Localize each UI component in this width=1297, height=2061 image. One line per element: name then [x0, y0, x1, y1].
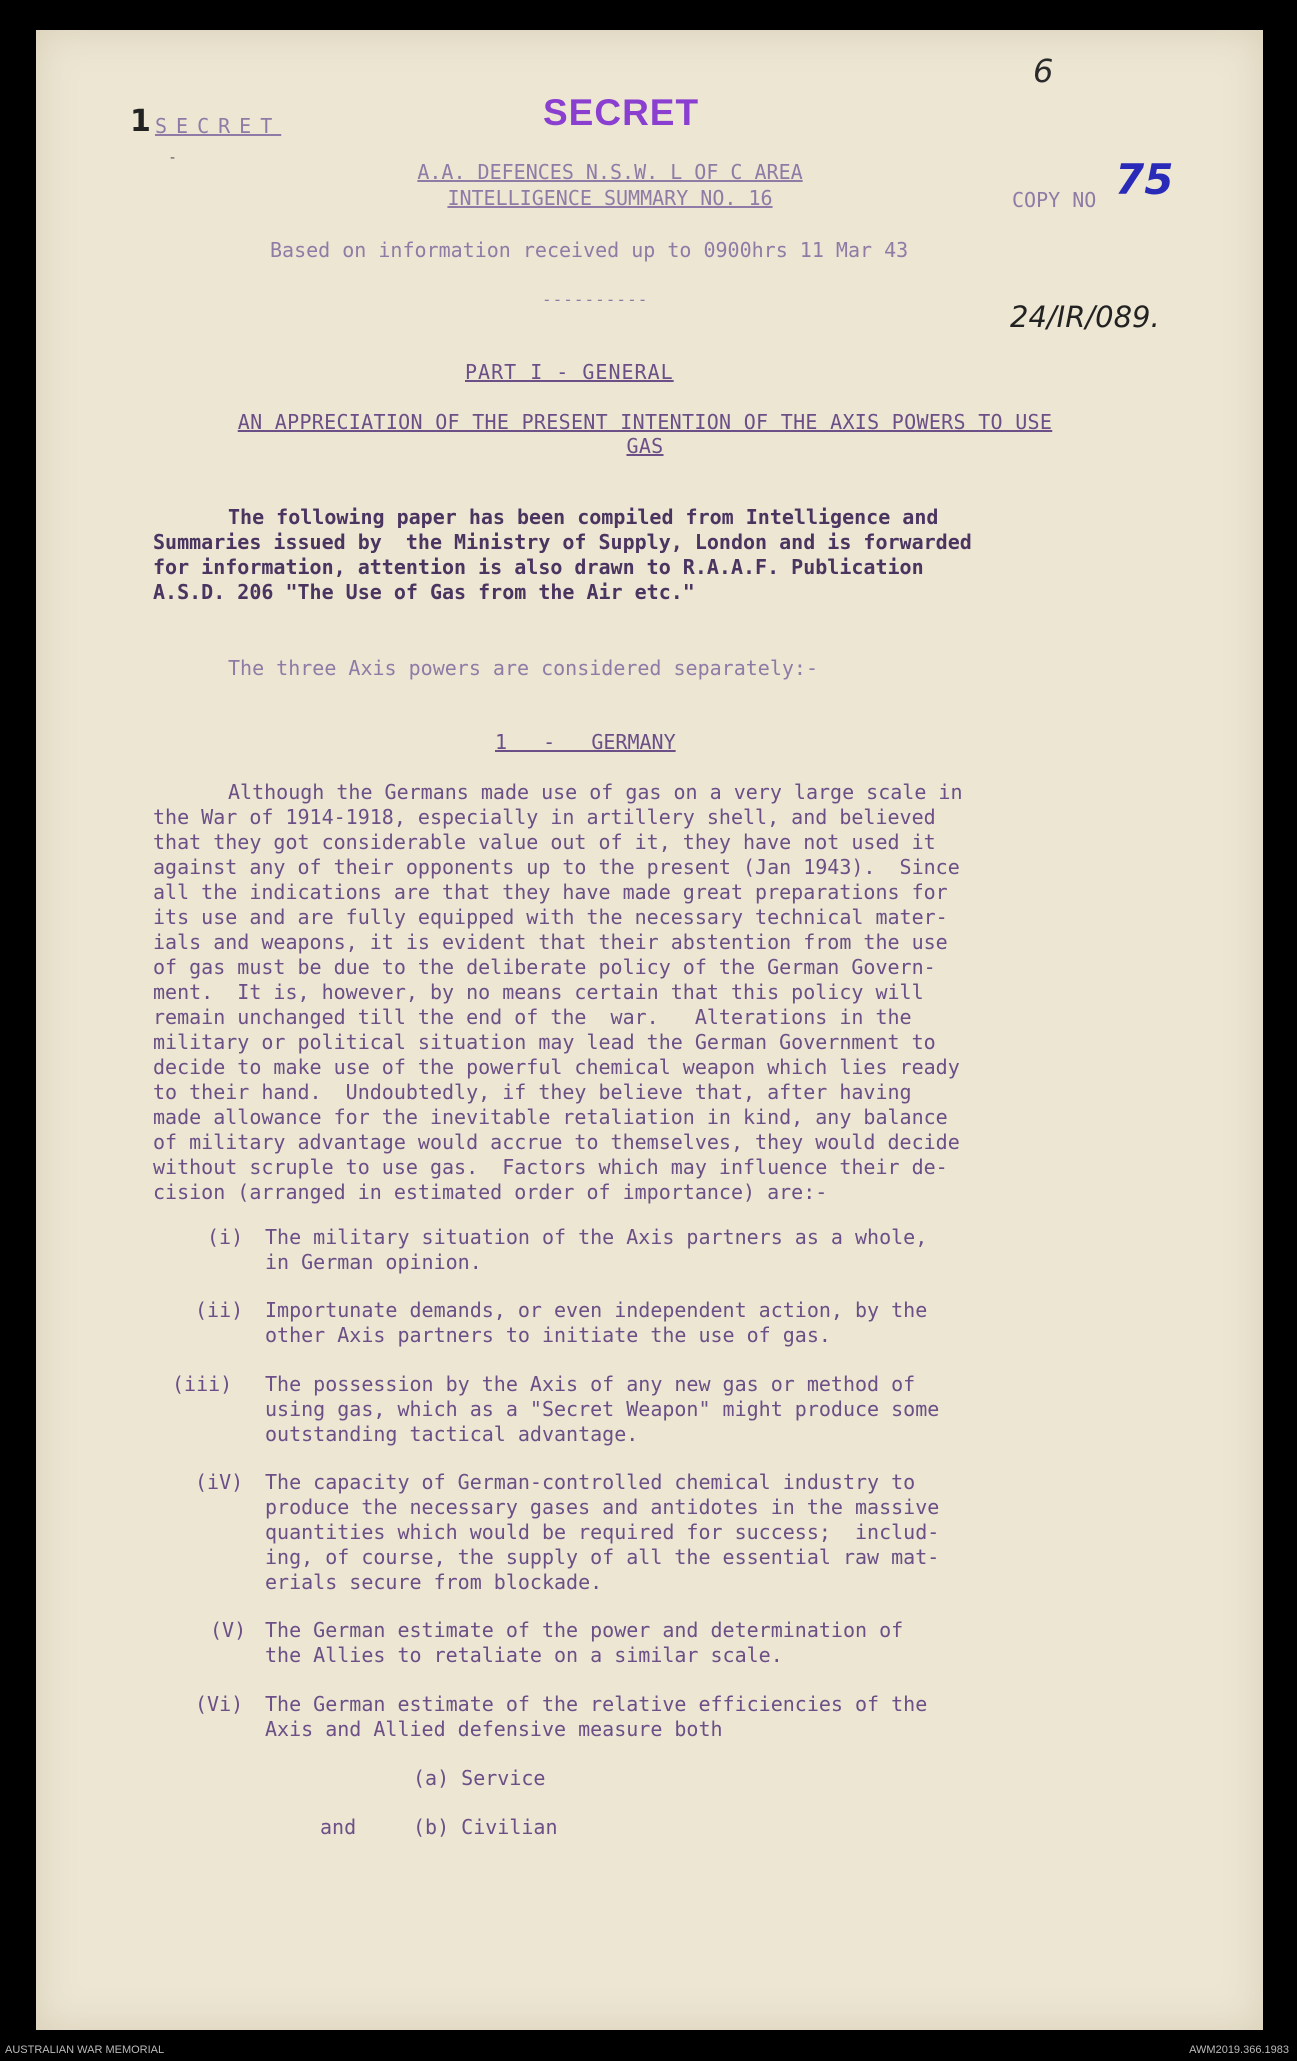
germany-paragraph-line: to their hand. Undoubtedly, if they believe that, after having: [153, 1080, 912, 1104]
factor-number: (Vi): [195, 1692, 244, 1716]
handwritten-page-number: 6: [1033, 52, 1054, 90]
germany-paragraph-line: the War of 1914-1918, especially in artillery shell, and believed: [153, 805, 936, 829]
heading-summary-number: INTELLIGENCE SUMMARY NO. 16: [447, 186, 773, 210]
factor-number: (iii): [172, 1372, 233, 1396]
handwritten-mark: 1: [130, 104, 151, 139]
germany-paragraph-line: its use and are fully equipped with the necessary technical mater-: [153, 905, 948, 929]
factor-number: (V): [210, 1618, 247, 1642]
factor-number: (iV): [195, 1470, 244, 1494]
germany-paragraph-line: ials and weapons, it is evident that their abstention from the use: [153, 930, 948, 954]
germany-paragraph-line: cision (arranged in estimated order of importance) are:-: [153, 1180, 828, 1204]
germany-paragraph-line: against any of their opponents up to the present (Jan 1943). Since: [153, 855, 960, 879]
handwritten-copy-number: 75: [1115, 155, 1174, 204]
factor-line: The German estimate of the power and determination of: [265, 1618, 904, 1642]
footer-accession-number: AWM2019.366.1983: [1189, 2044, 1289, 2056]
copy-number-label: COPY NO: [1012, 188, 1097, 212]
factor-line: in German opinion.: [265, 1250, 482, 1274]
intro-paragraph-line: Summaries issued by the Ministry of Supply, London and is forwarded: [153, 530, 972, 554]
typed-secret-label: SECRET: [155, 114, 282, 138]
germany-paragraph-line: that they got considerable value out of it, they have not used it: [153, 830, 936, 854]
factor-line: quantities which would be required for success; includ-: [265, 1520, 940, 1544]
factor-line: using gas, which as a "Secret Weapon" might produce some: [265, 1397, 940, 1421]
factor-line: other Axis partners to initiate the use of gas.: [265, 1323, 831, 1347]
factor-line: the Allies to retaliate on a similar scale.: [265, 1643, 783, 1667]
germany-paragraph-line: all the indications are that they have made great preparations for: [153, 880, 948, 904]
factor-line: The possession by the Axis of any new gas or method of: [265, 1372, 916, 1396]
document-title-line-1: AN APPRECIATION OF THE PRESENT INTENTION OF THE AXIS POWERS TO USE: [237, 410, 1053, 434]
factor-line: ing, of course, the supply of all the essential raw mat-: [265, 1545, 940, 1569]
sub-item-service: (a) Service: [413, 1766, 546, 1790]
secret-stamp: SECRET: [543, 92, 700, 133]
germany-paragraph-line: of gas must be due to the deliberate policy of the German Govern-: [153, 955, 936, 979]
germany-paragraph-line: of military advantage would accrue to themselves, they would decide: [153, 1130, 960, 1154]
germany-paragraph-line: decide to make use of the powerful chemical weapon which lies ready: [153, 1055, 960, 1079]
heading-unit: A.A. DEFENCES N.S.W. L OF C AREA: [417, 160, 803, 184]
germany-paragraph-line: remain unchanged till the end of the war. Alterations in the: [153, 1005, 912, 1029]
factor-line: Axis and Allied defensive measure both: [265, 1717, 723, 1741]
footer-institution: AUSTRALIAN WAR MEMORIAL: [5, 2044, 165, 2056]
part-heading: PART I - GENERAL: [465, 360, 674, 384]
germany-paragraph-line: made allowance for the inevitable retaliation in kind, any balance: [153, 1105, 948, 1129]
factor-line: erials secure from blockade.: [265, 1570, 603, 1594]
factor-line: The capacity of German-controlled chemical industry to: [265, 1470, 916, 1494]
document-title-line-2: GAS: [626, 434, 664, 458]
information-date-line: Based on information received up to 0900hrs 11 Mar 43: [270, 238, 909, 262]
sub-item-civilian: (b) Civilian: [413, 1815, 558, 1839]
intro-paragraph-line: The following paper has been compiled from Intelligence and: [228, 505, 939, 529]
germany-paragraph-line: military or political situation may lead the German Government to: [153, 1030, 936, 1054]
section-heading-germany: 1 - GERMANY: [495, 730, 676, 754]
intro-paragraph-line: A.S.D. 206 "The Use of Gas from the Air etc.": [153, 580, 695, 604]
factor-line: The military situation of the Axis partners as a whole,: [265, 1225, 928, 1249]
factor-line: produce the necessary gases and antidotes in the massive: [265, 1495, 940, 1519]
handwritten-file-reference: 24/IR/089.: [1010, 300, 1160, 334]
germany-paragraph-line: ment. It is, however, by no means certain that this policy will: [153, 980, 924, 1004]
germany-paragraph-line: without scruple to use gas. Factors which may influence their de-: [153, 1155, 948, 1179]
factor-line: Importunate demands, or even independent action, by the: [265, 1298, 928, 1322]
sub-item-and: and: [320, 1815, 357, 1839]
factor-number: (ii): [195, 1298, 244, 1322]
intro-paragraph-line: for information, attention is also drawn to R.A.A.F. Publication: [153, 555, 924, 579]
considered-separately-line: The three Axis powers are considered separately:-: [228, 656, 819, 680]
factor-line: The German estimate of the relative efficiencies of the: [265, 1692, 928, 1716]
factor-line: outstanding tactical advantage.: [265, 1422, 639, 1446]
germany-paragraph-line: Although the Germans made use of gas on a very large scale in: [228, 780, 963, 804]
separator-line: ----------: [542, 290, 649, 309]
margin-dash-mark: -: [170, 150, 176, 166]
factor-number: (i): [207, 1225, 244, 1249]
